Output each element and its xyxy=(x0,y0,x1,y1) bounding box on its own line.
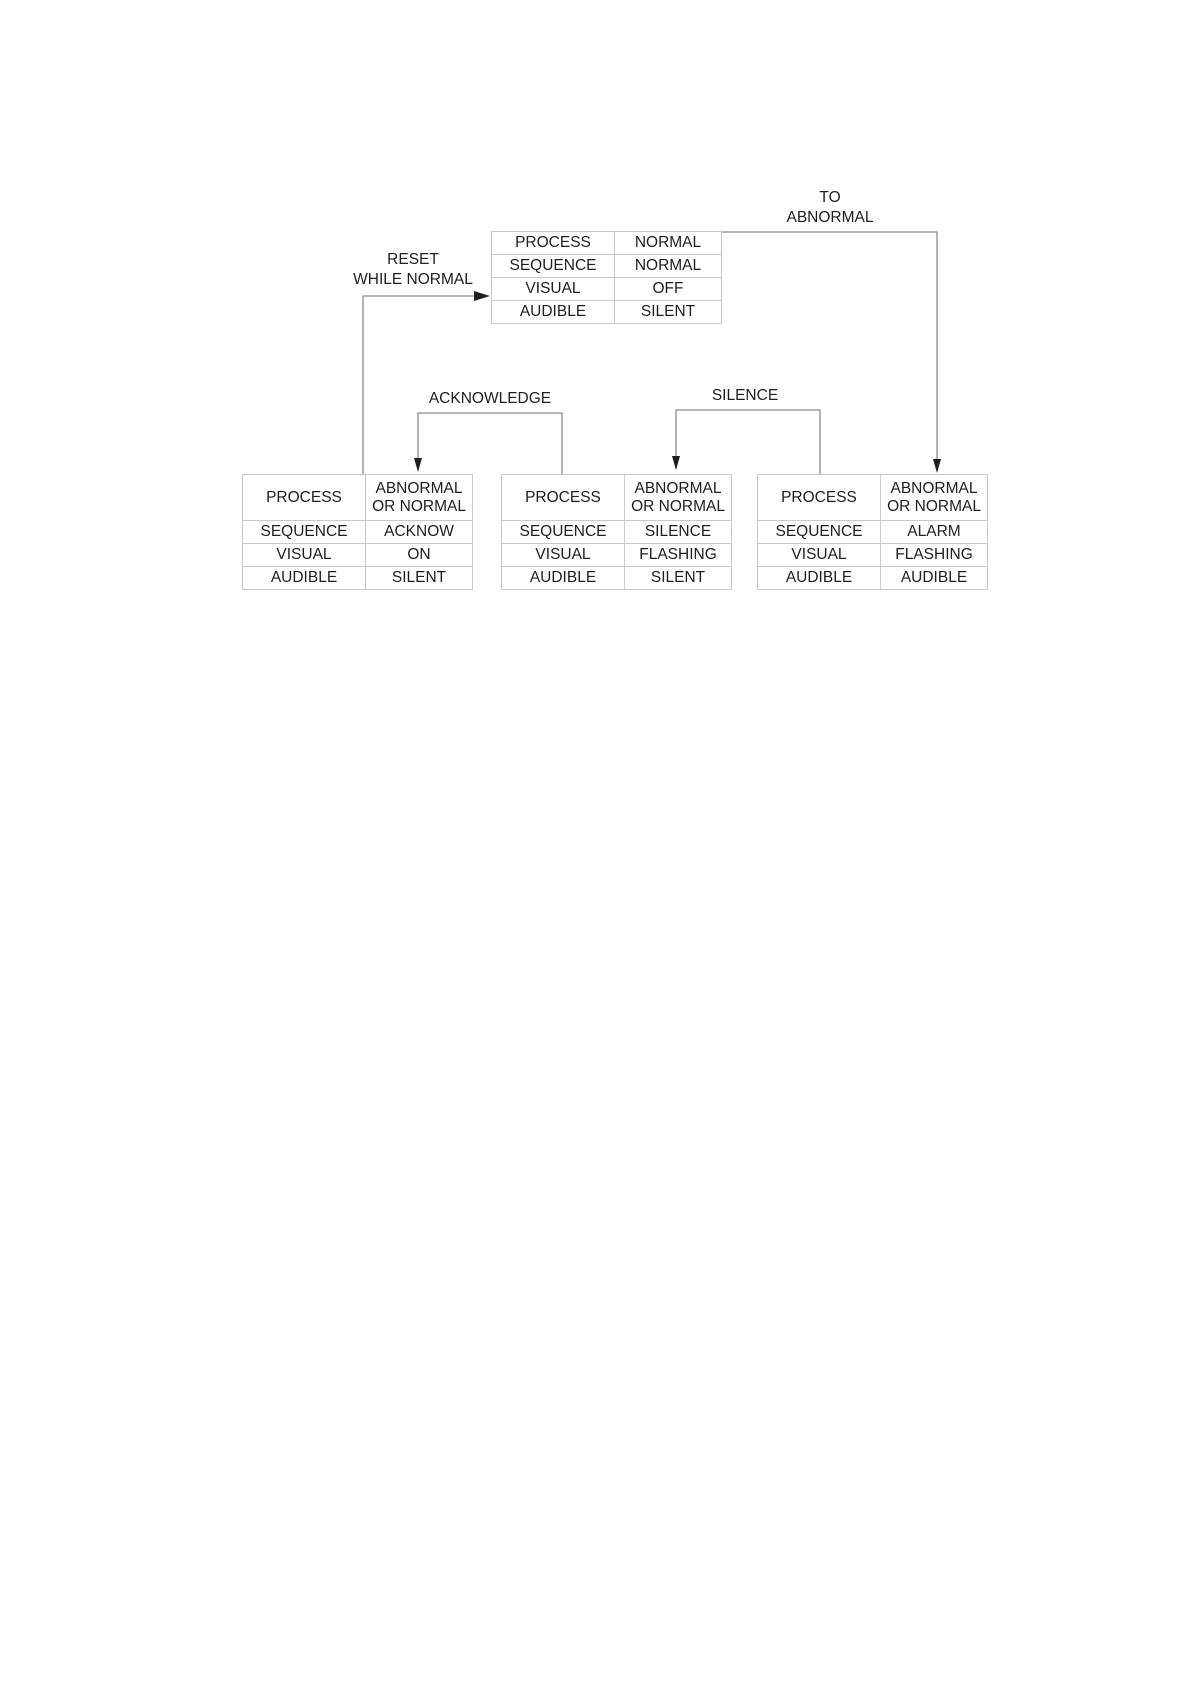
state-row xyxy=(243,521,473,544)
state-value: SILENT xyxy=(366,567,473,590)
silence-label: SILENCE xyxy=(711,387,779,404)
acknowledge-connector xyxy=(418,413,562,474)
state-key: AUDIBLE xyxy=(502,567,625,590)
state-key: PROCESS xyxy=(502,475,625,521)
state-row xyxy=(492,255,722,278)
state-row xyxy=(502,544,732,567)
state-row xyxy=(758,475,988,521)
state-value: ABNORMAL OR NORMAL xyxy=(625,475,732,521)
state-value: FLASHING xyxy=(625,544,732,567)
state-value: ABNORMAL OR NORMAL xyxy=(366,475,473,521)
reset-while-normal-connector xyxy=(363,296,476,474)
to-abnormal-connector xyxy=(722,232,937,460)
state-value: NORMAL xyxy=(615,232,722,255)
state-alarm-table xyxy=(757,474,988,590)
state-row xyxy=(502,567,732,590)
state-row xyxy=(492,301,722,324)
state-key: VISUAL xyxy=(502,544,625,567)
state-value: FLASHING xyxy=(881,544,988,567)
state-value: ABNORMAL OR NORMAL xyxy=(881,475,988,521)
state-key: PROCESS xyxy=(492,232,615,255)
acknowledge-arrowhead xyxy=(414,458,422,472)
state-row xyxy=(492,232,722,255)
state-key: AUDIBLE xyxy=(243,567,366,590)
state-row xyxy=(243,544,473,567)
state-key: PROCESS xyxy=(243,475,366,521)
state-row xyxy=(758,521,988,544)
to-abnormal-label: TO ABNORMAL xyxy=(786,189,874,226)
state-row xyxy=(758,567,988,590)
state-value: AUDIBLE xyxy=(881,567,988,590)
acknowledge-label: ACKNOWLEDGE xyxy=(428,390,552,407)
state-value: SILENT xyxy=(625,567,732,590)
silence-arrowhead xyxy=(672,456,680,470)
to-abnormal-arrowhead xyxy=(933,459,941,473)
state-key: AUDIBLE xyxy=(758,567,881,590)
state-acknow-table xyxy=(242,474,473,590)
reset-while-normal-label: RESET WHILE NORMAL xyxy=(353,251,473,288)
reset-while-normal-arrowhead xyxy=(474,291,490,301)
state-value: OFF xyxy=(615,278,722,301)
state-value: ALARM xyxy=(881,521,988,544)
state-row xyxy=(243,475,473,521)
state-key: VISUAL xyxy=(243,544,366,567)
state-value: SILENCE xyxy=(625,521,732,544)
state-value: NORMAL xyxy=(615,255,722,278)
state-key: SEQUENCE xyxy=(243,521,366,544)
state-key: VISUAL xyxy=(758,544,881,567)
state-row xyxy=(502,521,732,544)
state-key: AUDIBLE xyxy=(492,301,615,324)
state-key: SEQUENCE xyxy=(502,521,625,544)
silence-connector xyxy=(676,410,820,474)
state-normal-table xyxy=(491,231,722,324)
state-row xyxy=(243,567,473,590)
state-key: SEQUENCE xyxy=(758,521,881,544)
state-row xyxy=(758,544,988,567)
state-key: PROCESS xyxy=(758,475,881,521)
state-value: ACKNOW xyxy=(366,521,473,544)
state-row xyxy=(492,278,722,301)
state-key: VISUAL xyxy=(492,278,615,301)
state-value: SILENT xyxy=(615,301,722,324)
state-value: ON xyxy=(366,544,473,567)
state-silence-table xyxy=(501,474,732,590)
state-key: SEQUENCE xyxy=(492,255,615,278)
state-row xyxy=(502,475,732,521)
